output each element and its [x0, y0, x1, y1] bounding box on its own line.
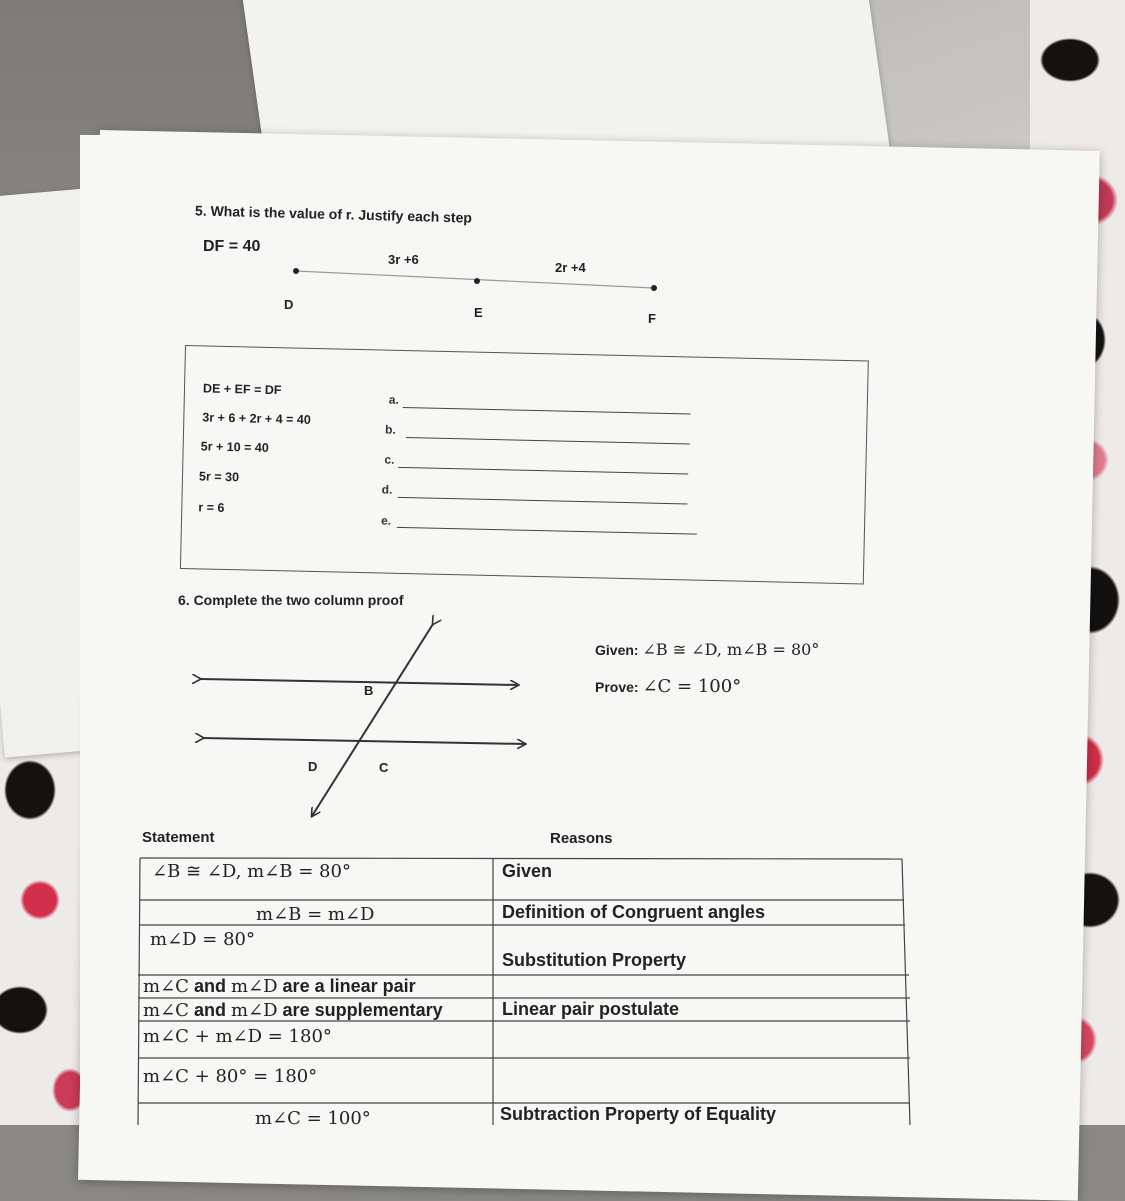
- blank-label-a: a.: [388, 392, 399, 407]
- angle-label-c: C: [379, 760, 389, 775]
- reasons-header: Reasons: [550, 830, 613, 847]
- row-3-reason: Substitution Property: [502, 950, 686, 970]
- row-5-reason: Linear pair postulate: [502, 999, 680, 1019]
- label-f: F: [648, 311, 656, 326]
- row-1-statement: ∠B ≅ ∠D, m∠B = 80°: [152, 861, 351, 882]
- row-4-and: and: [188, 976, 231, 996]
- blank-label-c: c.: [384, 452, 395, 467]
- blank-label-e: e.: [380, 513, 392, 528]
- row-2-statement: m∠B = m∠D: [256, 904, 375, 925]
- row-5-text: are supplementary: [277, 1000, 443, 1020]
- row-6-statement: m∠C + m∠D = 180°: [143, 1026, 332, 1047]
- row-4-angle-c: m∠C: [143, 976, 189, 997]
- row-5-angle-d: m∠D: [230, 1000, 278, 1021]
- row-4-angle-d: m∠D: [230, 976, 278, 997]
- step-3: 5r + 10 = 40: [200, 439, 269, 455]
- row-8-statement: m∠C = 100°: [255, 1108, 371, 1129]
- blank-label-d: d.: [381, 482, 393, 497]
- row-3-statement: m∠D = 80°: [150, 929, 256, 950]
- step-2: 3r + 6 + 2r + 4 = 40: [202, 410, 311, 427]
- row-4-text: are a linear pair: [277, 976, 416, 996]
- row-5-statement: [143, 1000, 443, 1021]
- prove-label: Prove:: [595, 679, 639, 695]
- blank-label-b: b.: [384, 422, 396, 437]
- step-5: r = 6: [198, 500, 225, 515]
- given-df: DF = 40: [203, 238, 261, 255]
- row-8-reason: Subtraction Property of Equality: [500, 1104, 777, 1124]
- row-5-angle-c: m∠C: [143, 1000, 189, 1021]
- row-5-and: and: [188, 1000, 231, 1020]
- problem-6-title: 6. Complete the two column proof: [178, 592, 404, 608]
- given-label: Given:: [595, 642, 639, 658]
- label-e: E: [474, 305, 483, 320]
- segment-de-label: 3r +6: [388, 252, 419, 267]
- angle-label-b: B: [364, 683, 374, 698]
- segment-ef-label: 2r +4: [555, 260, 586, 275]
- angle-label-d: D: [308, 759, 318, 774]
- row-4-statement: [143, 976, 416, 997]
- problem-5-title: 5. What is the value of r. Justify each step: [194, 202, 473, 226]
- row-7-statement: m∠C + 80° = 180°: [143, 1066, 318, 1087]
- label-d: D: [284, 297, 294, 312]
- row-2-reason: Definition of Congruent angles: [502, 902, 765, 922]
- row-1-reason: Given: [502, 861, 553, 881]
- step-1: DE + EF = DF: [202, 381, 282, 398]
- prove-math: ∠C = 100°: [642, 676, 742, 697]
- given-math: ∠B ≅ ∠D, m∠B = 80°: [642, 640, 820, 659]
- step-4: 5r = 30: [198, 469, 240, 485]
- statement-header: Statement: [142, 829, 215, 846]
